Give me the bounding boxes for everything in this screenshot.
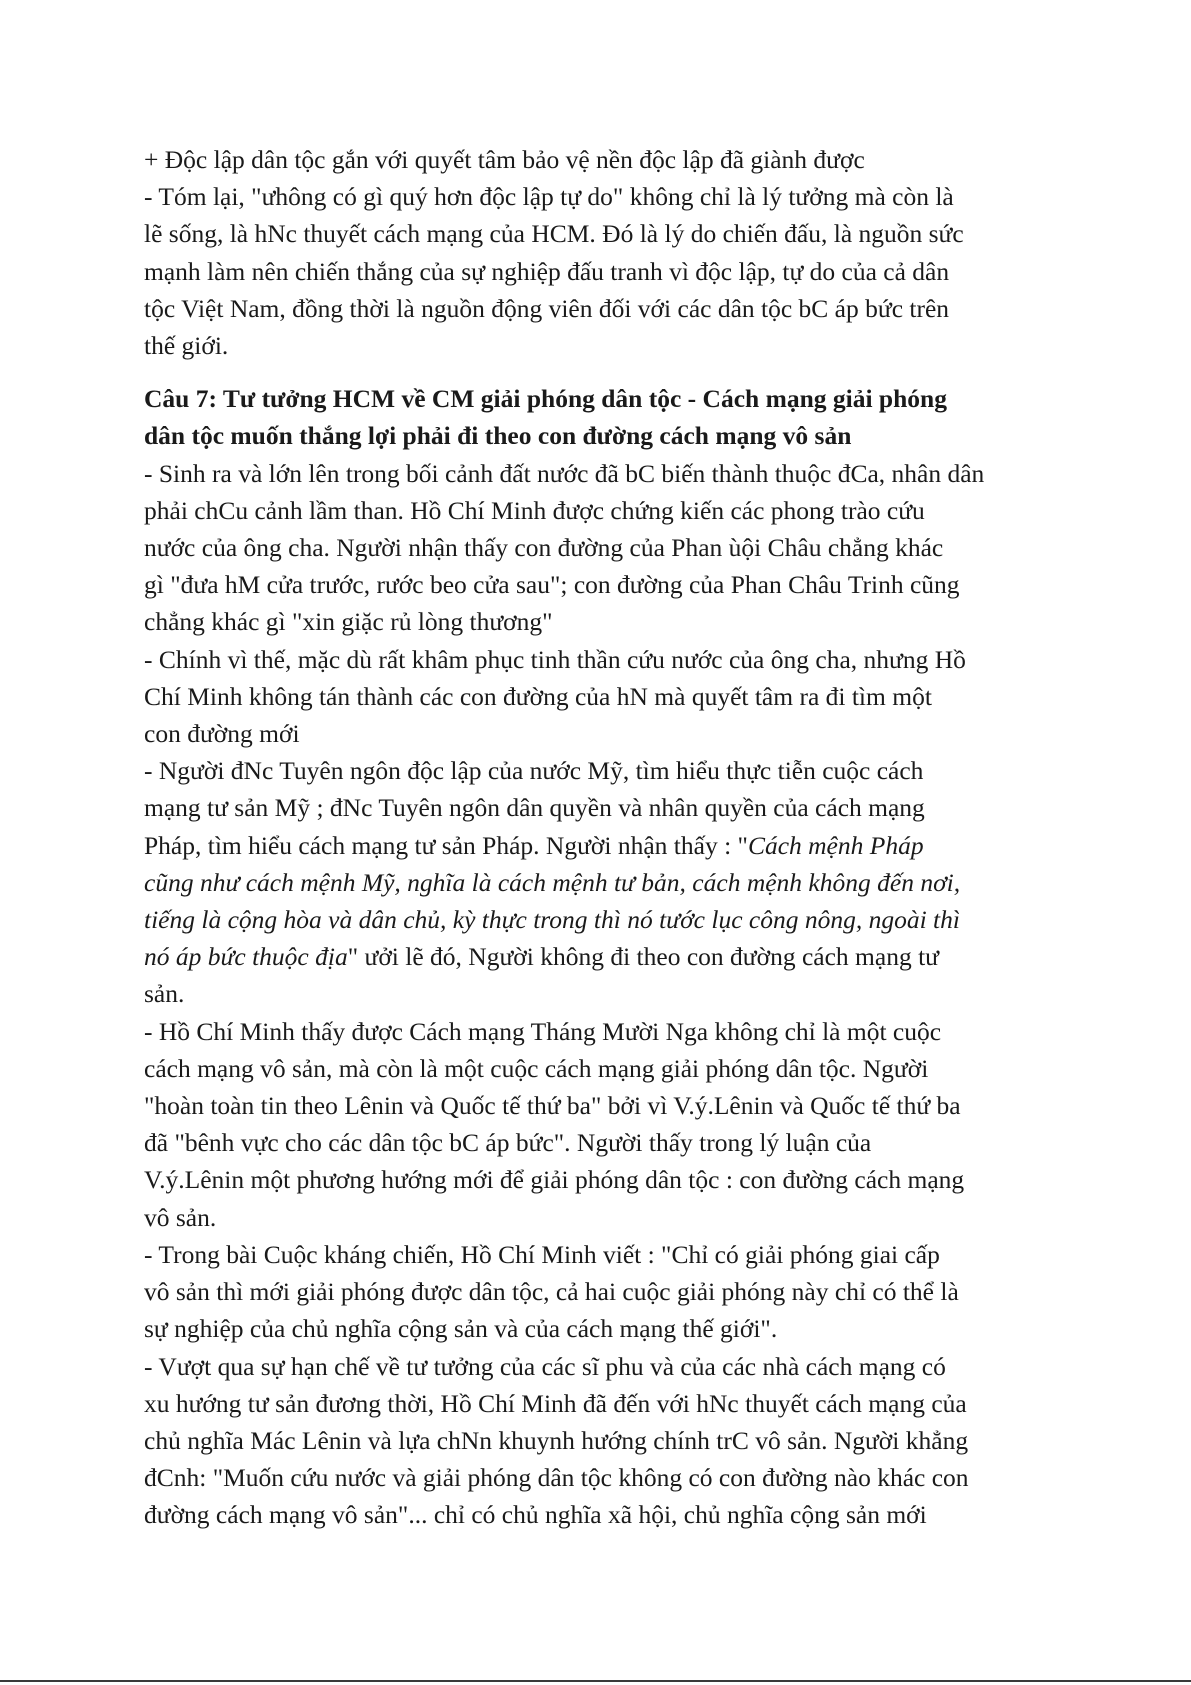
text-line: sản.: [144, 979, 185, 1009]
text-line: chẳng khác gì "xin giặc rủ lòng thương": [144, 607, 553, 637]
section-heading: Câu 7: Tư tưởng HCM về CM giải phóng dân tộc - Cách mạng giải phóng: [144, 384, 947, 414]
quote-italic: cũng như cách mệnh Mỹ, nghĩa là cách mệnh tư bản, cách mệnh không đến nơi,: [144, 867, 961, 897]
text-line: sự nghiệp của chủ nghĩa cộng sản và của cách mạng thế giới".: [144, 1314, 778, 1344]
text-line: - Chính vì thế, mặc dù rất khâm phục tinh thần cứu nước của ông cha, nhưng Hồ: [144, 644, 966, 674]
text-span: " ưởi lẽ đó, Người không đi theo con đường cách mạng tư: [347, 942, 939, 972]
text-line: - Vượt qua sự hạn chế về tư tưởng của các sĩ phu và của các nhà cách mạng có: [144, 1351, 946, 1381]
text-line: Chí Minh không tán thành các con đường của hN mà quyết tâm ra đi tìm một: [144, 681, 932, 711]
text-line: gì "đưa hM cửa trước, rước beo cửa sau"; con đường của Phan Châu Trinh cũng: [144, 570, 960, 600]
text-line: vô sản thì mới giải phóng được dân tộc, cả hai cuộc giải phóng này chỉ có thể là: [144, 1277, 959, 1307]
text-line: phải chCu cảnh lầm than. Hồ Chí Minh được chứng kiến các phong trào cứu: [144, 495, 925, 525]
text-line: [144, 901, 1084, 938]
text-line: - Người đNc Tuyên ngôn độc lập của nước Mỹ, tìm hiểu thực tiễn cuộc cách: [144, 756, 924, 786]
text-line: con đường mới: [144, 719, 300, 749]
text-line: - Sinh ra và lớn lên trong bối cảnh đất nước đã bC biến thành thuộc đCa, nhân dân: [144, 458, 985, 488]
paragraph-gap: [144, 364, 1084, 380]
text-line: V.ý.Lênin một phương hướng mới để giải phóng dân tộc : con đường cách mạng: [144, 1165, 965, 1195]
text-line: - Tóm lại, "ưhông có gì quý hơn độc lập tự do" không chỉ là lý tưởng mà còn là: [144, 182, 954, 212]
text-line: - Hồ Chí Minh thấy được Cách mạng Tháng Mười Nga không chỉ là một cuộc: [144, 1016, 942, 1046]
quote-italic: tiếng là cộng hòa và dân chủ, kỳ thực trong thì nó tước lục công nông, ngoài thì: [144, 905, 960, 935]
text-line: đCnh: "Muốn cứu nước và giải phóng dân tộc không có con đường nào khác con: [144, 1463, 969, 1493]
text-line: vô sản.: [144, 1202, 217, 1232]
text-line: - Trong bài Cuộc kháng chiến, Hồ Chí Minh viết : "Chỉ có giải phóng giai cấp: [144, 1239, 940, 1269]
page-bottom-edge: [0, 1680, 1191, 1682]
text-line: [144, 864, 1084, 901]
quote-italic: Cách mệnh Pháp: [747, 830, 924, 860]
text-line: cách mạng vô sản, mà còn là một cuộc cách mạng giải phóng dân tộc. Người: [144, 1053, 929, 1083]
text-span: Pháp, tìm hiểu cách mạng tư sản Pháp. Người nhận thấy : ": [144, 830, 748, 860]
text-line: đường cách mạng vô sản"... chỉ có chủ nghĩa xã hội, chủ nghĩa cộng sản mới: [144, 1500, 927, 1530]
text-line: + Độc lập dân tộc gắn với quyết tâm bảo vệ nền độc lập đã giành được: [144, 145, 865, 174]
text-line: đã "bênh vực cho các dân tộc bC áp bức". Người thấy trong lý luận của: [144, 1128, 872, 1158]
text-line: lẽ sống, là hNc thuyết cách mạng của HCM. Đó là lý do chiến đấu, là nguồn sức: [144, 219, 964, 249]
text-line: "hoàn toàn tin theo Lênin và Quốc tế thứ ba" bởi vì V.ý.Lênin và Quốc tế thứ ba: [144, 1091, 961, 1121]
text-line: xu hướng tư sản đương thời, Hồ Chí Minh đã đến với hNc thuyết cách mạng của: [144, 1388, 967, 1418]
text-line: [144, 938, 1084, 975]
page-text: [144, 141, 1084, 1534]
text-line: [144, 827, 1084, 864]
quote-italic: nó áp bức thuộc địa: [144, 942, 348, 972]
section-heading: dân tộc muốn thắng lợi phải đi theo con đường cách mạng vô sản: [144, 421, 852, 451]
text-line: nước của ông cha. Người nhận thấy con đường của Phan ùội Châu chẳng khác: [144, 533, 944, 563]
text-line: chủ nghĩa Mác Lênin và lựa chNn khuynh hướng chính trC vô sản. Người khẳng: [144, 1425, 969, 1455]
text-line: mạng tư sản Mỹ ; đNc Tuyên ngôn dân quyền và nhân quyền của cách mạng: [144, 793, 925, 823]
text-line: thế giới.: [144, 331, 229, 361]
text-line: mạnh làm nên chiến thắng của sự nghiệp đấu tranh vì độc lập, tự do của cả dân: [144, 256, 950, 286]
text-line: tộc Việt Nam, đồng thời là nguồn động viên đối với các dân tộc bC áp bức trên: [144, 293, 950, 323]
